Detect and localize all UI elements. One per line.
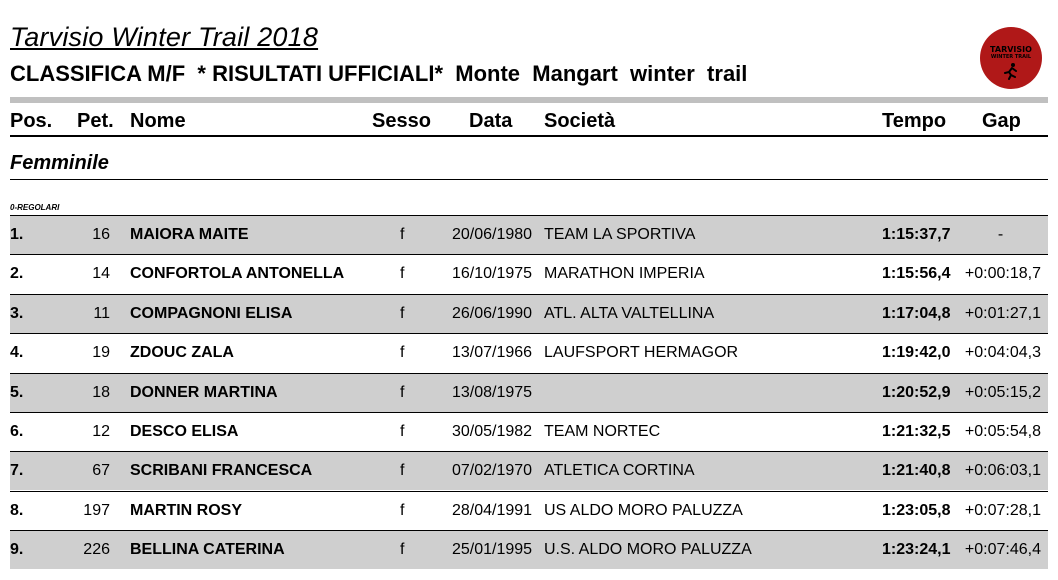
- row-data: 28/04/1991: [452, 501, 533, 519]
- row-nome: CONFORTOLA ANTONELLA: [130, 265, 345, 283]
- row-pet: 12: [92, 423, 110, 440]
- column-header-divider: [10, 135, 1048, 137]
- col-header-sesso: Sesso: [372, 110, 431, 132]
- row-pos: 4.: [10, 344, 24, 362]
- row-data: 30/05/1982: [452, 423, 533, 440]
- col-header-pet: Pet.: [77, 110, 114, 132]
- table-row: [10, 530, 1048, 569]
- row-societa: MARATHON IMPERIA: [544, 265, 705, 283]
- table-row: [10, 254, 1048, 293]
- row-sesso: f: [400, 383, 405, 401]
- col-header-gap: Gap: [982, 110, 1021, 132]
- row-data: 16/10/1975: [452, 265, 533, 283]
- header-divider: [10, 97, 1048, 103]
- table-row: [10, 333, 1048, 372]
- row-nome: COMPAGNONI ELISA: [130, 304, 293, 322]
- row-societa: US ALDO MORO PALUZZA: [544, 501, 743, 519]
- row-tempo: 1:15:37,7: [882, 226, 951, 243]
- row-gap: +0:01:27,1: [964, 304, 1041, 322]
- row-pos: 7.: [10, 462, 24, 480]
- col-header-pos: Pos.: [10, 110, 53, 132]
- runner-icon: [1002, 62, 1020, 80]
- col-header-data: Data: [469, 110, 513, 132]
- row-sesso: f: [400, 501, 405, 519]
- col-header-nome: Nome: [130, 110, 186, 132]
- row-tempo: 1:19:42,0: [882, 344, 951, 362]
- row-societa: U.S. ALDO MORO PALUZZA: [544, 541, 752, 559]
- row-nome: MARTIN ROSY: [130, 501, 242, 519]
- row-societa: ATL. ALTA VALTELLINA: [544, 304, 715, 322]
- row-gap: +0:07:46,4: [964, 541, 1041, 559]
- row-gap: +0:04:04,3: [964, 344, 1041, 362]
- row-gap: +0:05:54,8: [964, 423, 1041, 440]
- row-nome: BELLINA CATERINA: [130, 541, 285, 559]
- row-pet: 11: [93, 304, 110, 322]
- row-data: 13/08/1975: [452, 383, 533, 401]
- row-pet: 14: [92, 265, 110, 283]
- page-subtitle: CLASSIFICA M/F * RISULTATI UFFICIALI* Monte Mangart winter trail: [10, 61, 748, 86]
- row-pet: 16: [92, 226, 110, 243]
- table-row: [10, 373, 1048, 412]
- row-nome: DESCO ELISA: [130, 423, 239, 440]
- table-row: [10, 412, 1048, 451]
- table-row: [10, 491, 1048, 530]
- row-gap: -: [997, 226, 1004, 243]
- row-pos: 5.: [10, 383, 24, 401]
- row-tempo: 1:17:04,8: [882, 304, 951, 322]
- row-nome: MAIORA MAITE: [130, 226, 249, 243]
- row-societa: ATLETICA CORTINA: [544, 462, 695, 480]
- table-row: [10, 451, 1048, 490]
- row-sesso: f: [400, 462, 405, 480]
- row-tempo: 1:21:32,5: [882, 423, 951, 440]
- row-pos: 8.: [10, 501, 24, 519]
- section-title: Femminile: [10, 152, 109, 174]
- row-sesso: f: [400, 265, 405, 283]
- row-sesso: f: [400, 423, 405, 440]
- row-gap: +0:00:18,7: [964, 265, 1041, 283]
- row-data: 26/06/1990: [452, 304, 533, 322]
- row-gap: +0:05:15,2: [964, 383, 1041, 401]
- row-tempo: 1:23:05,8: [882, 501, 951, 519]
- row-pos: 9.: [10, 541, 24, 559]
- row-sesso: f: [400, 226, 405, 243]
- row-nome: SCRIBANI FRANCESCA: [130, 462, 313, 480]
- row-sesso: f: [400, 344, 405, 362]
- row-sesso: f: [400, 304, 405, 322]
- row-pet: 226: [83, 541, 110, 559]
- logo-text-main: TARVISIO: [990, 44, 1032, 54]
- row-pos: 1.: [10, 226, 24, 243]
- section-divider: [10, 179, 1048, 180]
- table-row: [10, 215, 1048, 254]
- row-tempo: 1:21:40,8: [882, 462, 951, 480]
- col-header-tempo: Tempo: [882, 110, 947, 132]
- row-pos: 3.: [10, 304, 24, 322]
- row-data: 07/02/1970: [452, 462, 533, 480]
- row-data: 20/06/1980: [452, 226, 533, 243]
- row-societa: TEAM LA SPORTIVA: [544, 226, 696, 243]
- table-row: [10, 294, 1048, 333]
- row-sesso: f: [400, 541, 405, 559]
- row-nome: ZDOUC ZALA: [130, 344, 234, 362]
- row-data: 25/01/1995: [452, 541, 533, 559]
- row-pet: 67: [92, 462, 110, 480]
- row-data: 13/07/1966: [452, 344, 533, 362]
- row-pet: 197: [83, 501, 110, 519]
- row-tempo: 1:23:24,1: [882, 541, 951, 559]
- row-gap: +0:07:28,1: [964, 501, 1041, 519]
- row-societa: LAUFSPORT HERMAGOR: [544, 344, 739, 362]
- group-label: 0-REGOLARI: [10, 203, 60, 212]
- row-nome: DONNER MARTINA: [130, 383, 278, 401]
- row-gap: +0:06:03,1: [964, 462, 1041, 480]
- row-pos: 2.: [10, 265, 24, 283]
- row-societa: TEAM NORTEC: [544, 423, 661, 440]
- row-pet: 18: [92, 383, 110, 401]
- logo-text-sub: WINTER TRAIL: [990, 53, 1032, 60]
- row-tempo: 1:15:56,4: [882, 265, 951, 283]
- tarvisio-logo: [980, 27, 1042, 89]
- row-pos: 6.: [10, 423, 24, 440]
- row-tempo: 1:20:52,9: [882, 383, 951, 401]
- row-pet: 19: [92, 344, 110, 362]
- col-header-societa: Società: [544, 110, 616, 132]
- page-title: Tarvisio Winter Trail 2018: [10, 22, 319, 52]
